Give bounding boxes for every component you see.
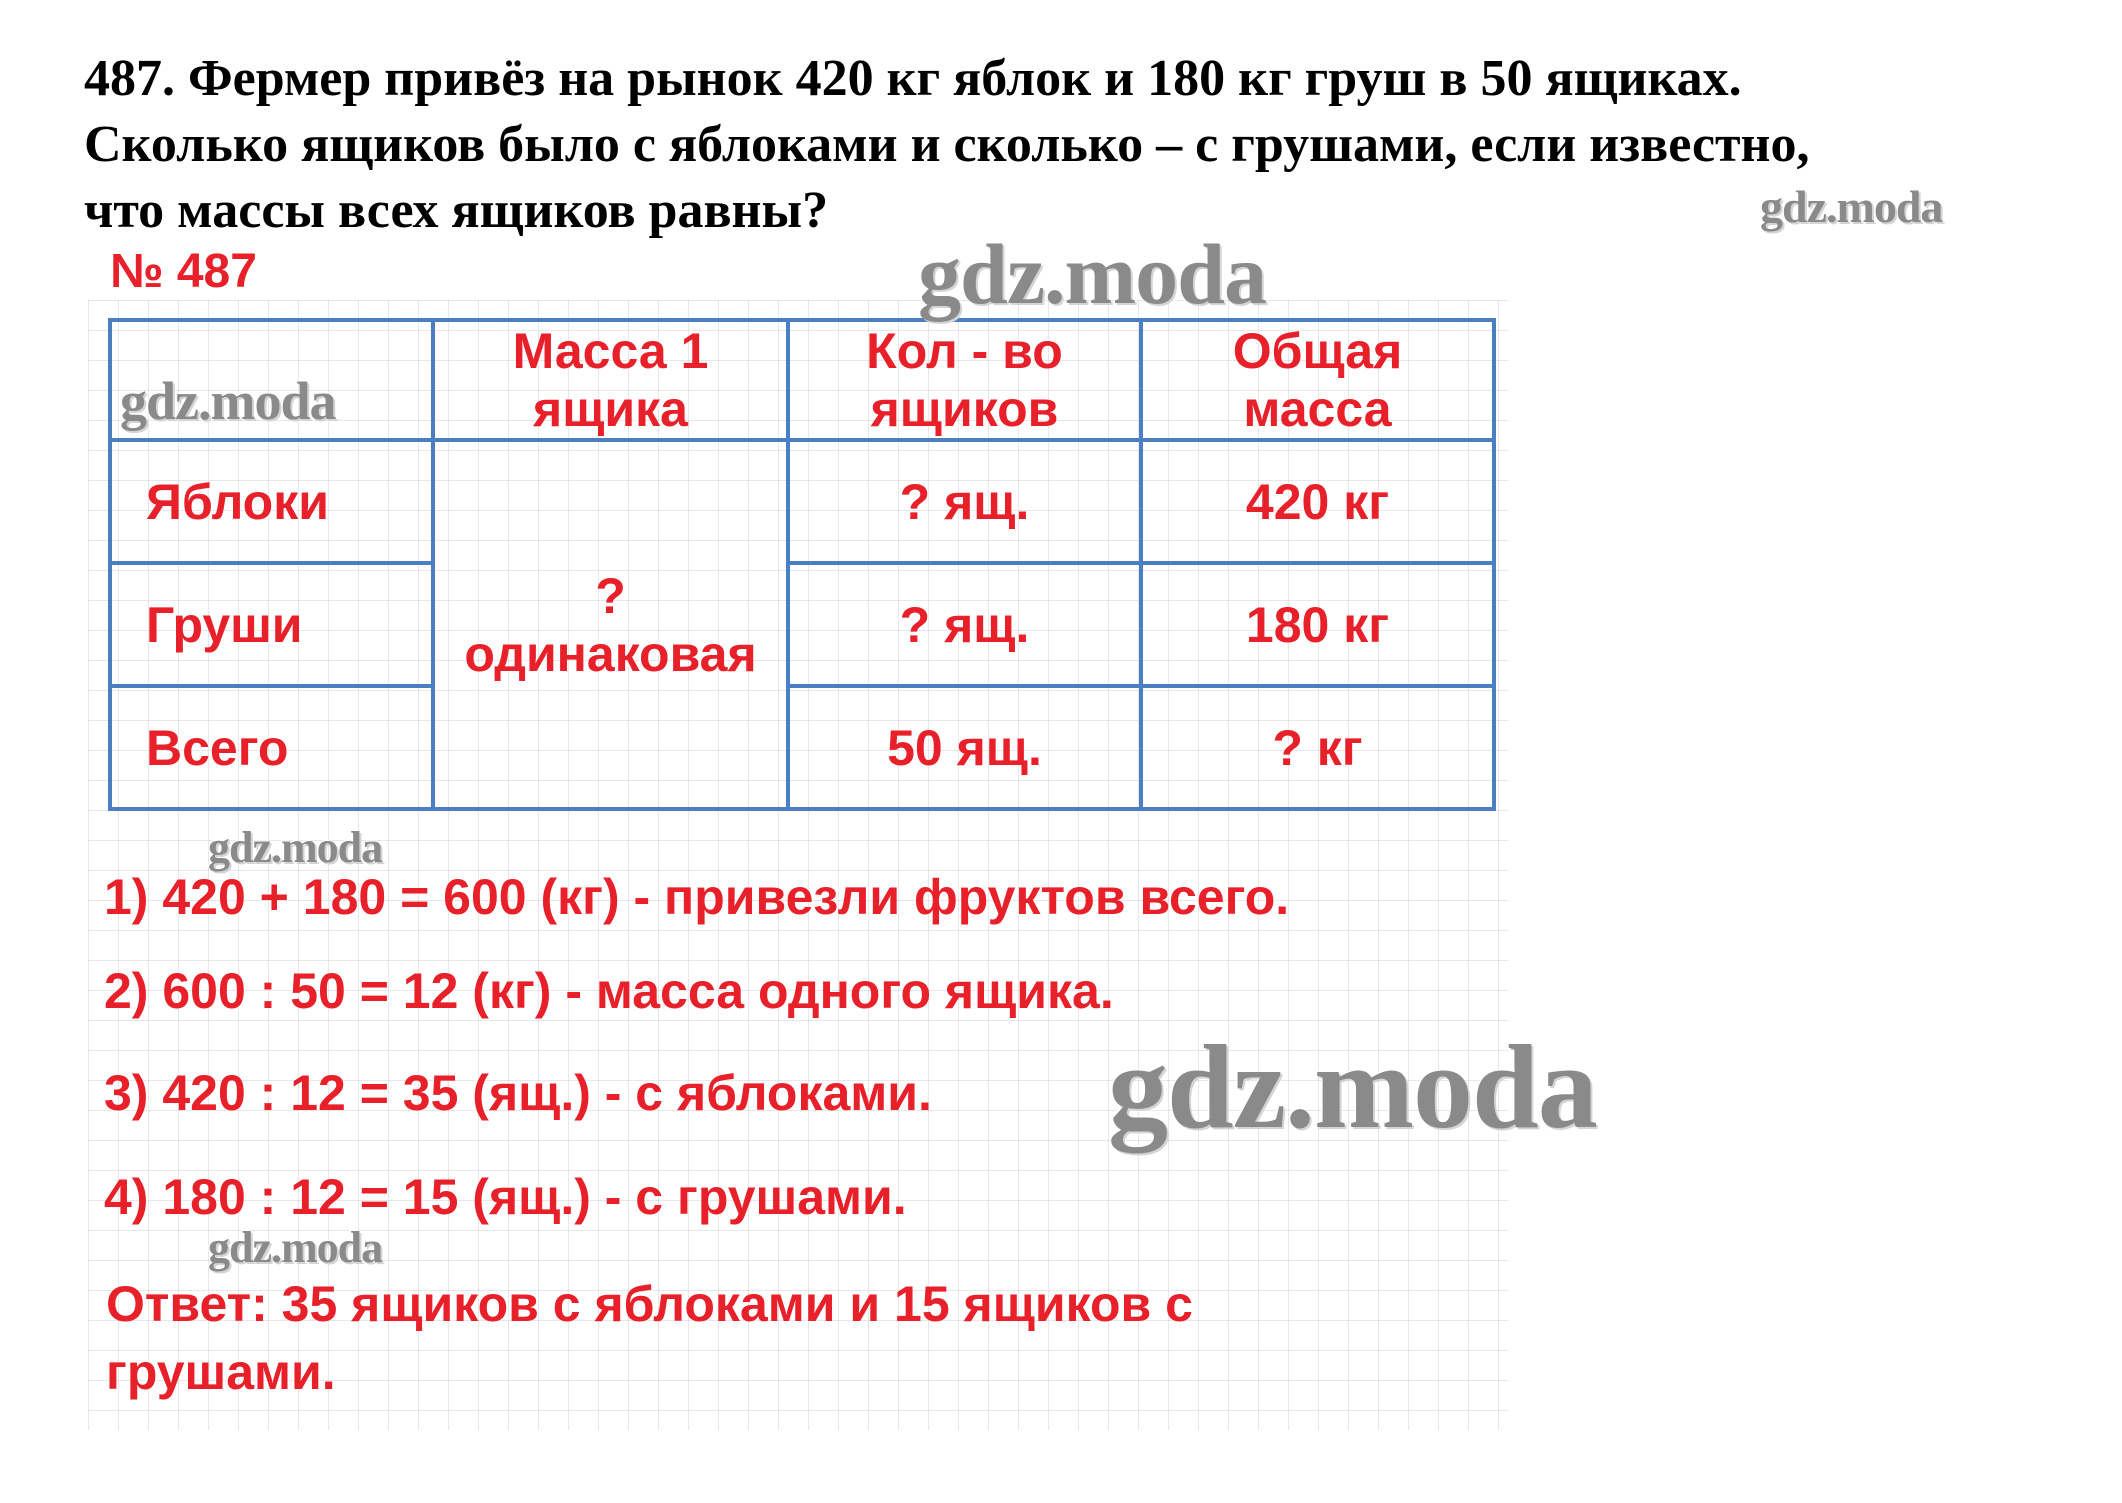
watermark: gdz.moda	[918, 226, 1266, 322]
header-mass-label: Масса 1 ящика	[512, 323, 709, 437]
table-row	[110, 563, 1494, 686]
table-row	[110, 440, 1494, 563]
solution-step: 2) 600 : 50 = 12 (кг) - масса одного ящика.	[104, 963, 1114, 1019]
table-header-cell	[788, 320, 1141, 440]
row-count: ? ящ.	[788, 563, 1141, 686]
row-count: 50 ящ.	[788, 686, 1141, 809]
row-label: Груши	[110, 563, 433, 686]
problem-line: 487. Фермер привёз на рынок 420 кг яблок и 180 кг груш в 50 ящиках.	[84, 50, 1742, 107]
solution-step: 3) 420 : 12 = 35 (ящ.) - с яблоками.	[104, 1065, 932, 1121]
answer-line: Ответ: 35 ящиков с яблоками и 15 ящиков с	[106, 1276, 1193, 1332]
row-total: 420 кг	[1141, 440, 1494, 563]
row-total: ? кг	[1141, 686, 1494, 809]
watermark: gdz.moda	[208, 1223, 383, 1272]
watermark: gdz.moda	[120, 371, 336, 431]
problem-line: что массы всех ящиков равны?	[84, 182, 829, 239]
row-label: Всего	[110, 686, 433, 809]
watermark: gdz.moda	[1108, 1020, 1597, 1153]
answer-line: грушами.	[106, 1344, 336, 1400]
row-label: Яблоки	[110, 440, 433, 563]
merged-mass-note: одинаковая	[464, 625, 757, 682]
problem-line: Сколько ящиков было с яблоками и сколько – с грушами, если известно,	[84, 116, 1810, 173]
row-count: ? ящ.	[788, 440, 1141, 563]
header-total-label: Общая масса	[1232, 323, 1403, 437]
row-total: 180 кг	[1141, 563, 1494, 686]
solution-number: № 487	[110, 245, 257, 298]
watermark: gdz.moda	[1760, 181, 1943, 232]
table-row	[110, 686, 1494, 809]
table-header-cell	[433, 320, 788, 440]
header-count-label: Кол - во ящиков	[866, 323, 1063, 437]
watermark: gdz.moda	[208, 823, 383, 872]
merged-mass-cell	[433, 440, 788, 809]
solution-step: 1) 420 + 180 = 600 (кг) - привезли фруктов всего.	[104, 869, 1290, 925]
answer-block	[106, 1270, 1193, 1406]
merged-mass-question: ?	[595, 567, 626, 624]
solution-step: 4) 180 : 12 = 15 (ящ.) - с грушами.	[104, 1169, 907, 1225]
table-header-cell	[1141, 320, 1494, 440]
